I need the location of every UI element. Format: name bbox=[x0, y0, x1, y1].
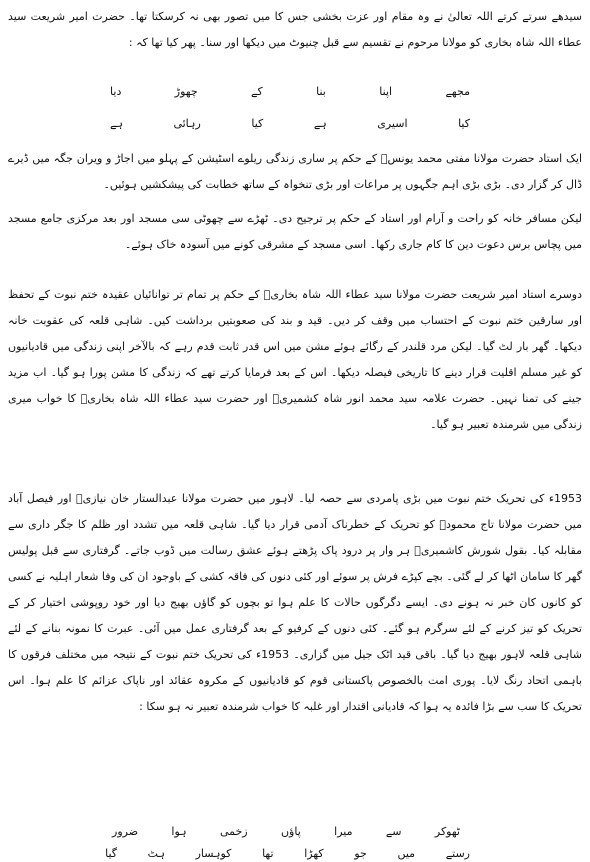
verse-word: اپنا bbox=[379, 85, 393, 98]
verse-line-3 bbox=[112, 824, 460, 840]
verse-line-2 bbox=[110, 116, 470, 132]
verse-word: اسیری bbox=[377, 117, 408, 130]
verse-line-1 bbox=[110, 84, 470, 100]
verse-word: کھڑا bbox=[304, 847, 324, 860]
verse-word: بنا bbox=[316, 85, 326, 98]
verse-word: ہٹ bbox=[147, 847, 165, 860]
verse-word: ہے bbox=[110, 117, 123, 130]
verse-word: گیا bbox=[105, 847, 118, 860]
verse-word: چھوڑ bbox=[174, 85, 198, 98]
verse-word: کیا bbox=[458, 117, 470, 130]
verse-word: ہے bbox=[313, 117, 327, 130]
verse-word: میں bbox=[397, 847, 416, 860]
verse-word: سے bbox=[385, 825, 402, 838]
verse-word: میرا bbox=[334, 825, 353, 838]
verse-word: تھا bbox=[262, 847, 274, 860]
verse-word: رہائی bbox=[173, 117, 201, 130]
verse-word: کیا bbox=[251, 117, 264, 130]
paragraph-movement-1953: 1953ء کی تحریک ختم نبوت میں بڑی پامردی سے حصہ لیا۔ لاہور میں حضرت مولانا عبدالستار خان نیازیؒ اور فیصل آباد میں حضرت مولانا تاج محمودؒ کو تحریک کے خطرناک آدمی قرار دیا گیا۔ شاہی قلعہ میں تشدد اور ظلم کا جگر داری سے مقابلہ کیا۔ بقول شورش کاشمیریؒ ہر وار پر درود پاک پڑھتے ہوئے عشق رسالت میں ڈوب جاتے۔ گرفتاری سے قبل پولیس گھر کا سامان اٹھا کر لے گئی۔ بچے کپڑے فرش پر سوئے اور کئی دنوں کی فاقہ کشی کے باوجود ان کی وفا شعار اہلیہ نے کسی کو کانوں کان خبر نہ ہونے دی۔ ایسے دگرگوں حالات کا علم ہوا تو بچوں کو گاؤں بھیج دیا اور خود روپوشی اختیار کر کے تحریک کو تیز کرنے کے لئے سرگرم ہو گئے۔ کئی دنوں کے کرفیو کے بعد گرفتاری عمل میں آئی۔ عبرت کا نمونہ بنانے کے لئے شاہی قلعہ لاہور بھیج دیا گیا۔ باقی قید اٹک جیل میں گزاری۔ 1953ء کی تحریک ختم نبوت کے نتیجہ میں مختلف فرقوں کا باہمی اتحاد رنگ لایا۔ پوری امت بالخصوص پاکستانی قوم کو قادیانیوں کے مکروہ عقائد اور ناپاک عزائم کا علم ہوا۔ اس تحریک کا سب سے بڑا فائدہ یہ ہوا کہ قادیانی اقتدار اور غلبہ کا خواب شرمندہ تعبیر نہ ہو سکا : bbox=[8, 492, 582, 713]
verse-word: پاؤں bbox=[280, 825, 301, 838]
verse-word: رستے bbox=[445, 847, 470, 860]
verse-word: کوہسار bbox=[195, 847, 232, 860]
verse-word: زخمی bbox=[219, 825, 248, 838]
verse-word: دیا bbox=[110, 85, 122, 98]
paragraph-first-teacher: ایک استاد حضرت مولانا مفتی محمد یونسؒ کے حکم پر ساری زندگی ریلوے اسٹیشن کے پہلو میں اجاڑ و ویران جگہ میں ڈیرے ڈال کر گزار دی۔ بڑی بڑی اہم جگہوں پر مراعات اور بڑی تنخواہ کے ساتھ خطابت کی پیشکشیں ہوئیں۔ bbox=[8, 152, 582, 191]
paragraph-mosque: لیکن مسافر خانہ کو راحت و آرام اور استاد کے حکم پر ترجیح دی۔ ٹھڑے سے چھوٹی سی مسجد اور بعد مرکزی جامع مسجد میں پچاس برس دعوت دین کا کام جاری رکھا۔ اسی مسجد کے مشرقی کونے میں آسودہ خاک ہوئے۔ bbox=[8, 212, 582, 251]
verse-word: کے bbox=[251, 85, 263, 98]
verse-word: ضرور bbox=[112, 825, 139, 838]
verse-word: ہوا bbox=[171, 825, 187, 838]
verse-line-4 bbox=[105, 846, 470, 862]
verse-word: ٹھوکر bbox=[434, 825, 460, 838]
paragraph-second-teacher: دوسرے استاد امیر شریعت حضرت مولانا سید عطاء اللہ شاہ بخاریؒ کے حکم پر تمام تر توانائیاں عقیدہ ختم نبوت کے تحفظ اور سارقین ختم نبوت کے احتساب میں وقف کر دیں۔ قید و بند کی صعوبتیں برداشت کیں۔ شاہی قلعہ کی عقوبت خانہ دیکھا۔ گھر بار لٹ گیا۔ لیکن مرد قلندر کے رگائے ہوئے مشن میں اس قدر ثابت قدم رہے کہ بالآخر اپنی زندگی میں قادیانیوں کو غیر مسلم اقلیت قرار دینے کا تاریخی فیصلہ دیکھا۔ اس کے بعد فرمایا کرتے تھے کہ زندگی کا مشن پورا ہو گیا۔ اب مزید جینے کی تمنا نہیں۔ حضرت علامہ سید محمد انور شاہ کشمیریؒ اور حضرت سید عطاء اللہ شاہ بخاریؒ کا خواب میری زندگی میں شرمندہ تعبیر ہو گیا۔ bbox=[8, 288, 582, 431]
verse-word: جو bbox=[354, 847, 367, 860]
verse-word: مجھے bbox=[445, 85, 470, 98]
paragraph-intro: سیدھے سرتے کرتے اللہ تعالیٰ نے وہ مقام اور عزت بخشی جس کا میں تصور بھی نہ کرسکتا تھا۔ حضرت امیر شریعت سید عطاء اللہ شاہ بخاری کو مولانا مرحوم نے تقسیم سے قبل چنیوٹ میں دیکھا اور سنا۔ پھر کیا تھا کہ : bbox=[8, 10, 582, 49]
